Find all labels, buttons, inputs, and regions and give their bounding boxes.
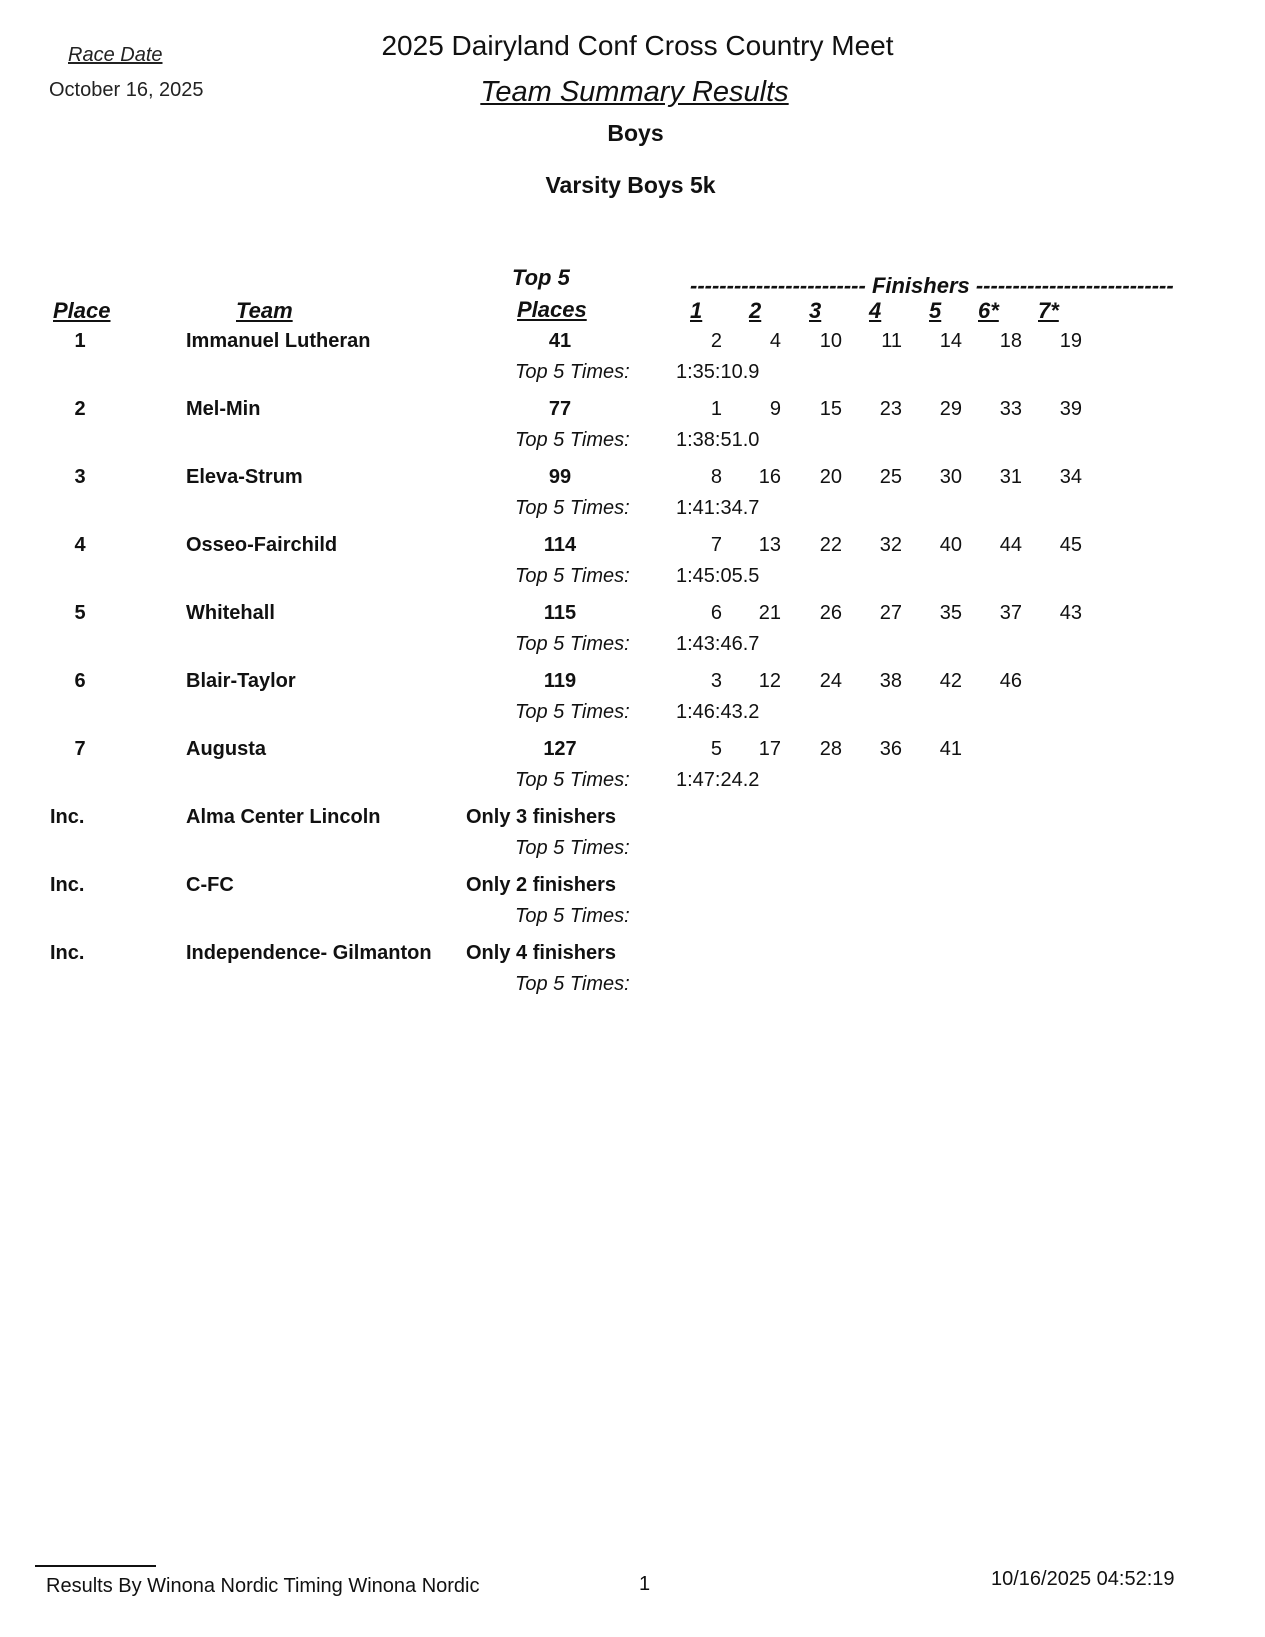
team-score: 99: [548, 466, 572, 488]
incomplete-note: Only 4 finishers: [466, 942, 617, 964]
column-header-top5-line1: Top 5: [512, 265, 570, 290]
footer-timestamp: 10/16/2025 04:52:19: [991, 1568, 1175, 1590]
finisher-place: 7: [710, 534, 722, 556]
team-score: 77: [548, 398, 572, 420]
top5-time: 1:47:24.2: [676, 769, 760, 791]
report-subtitle: [0, 76, 1265, 109]
team-place: 3: [74, 466, 86, 488]
finisher-place: 9: [769, 398, 781, 420]
finisher-place: 25: [879, 466, 902, 488]
team-place: 5: [74, 602, 86, 624]
top5-time: 1:41:34.7: [676, 497, 760, 519]
team-row: [0, 738, 1265, 806]
gender-heading-text: Boys: [607, 120, 664, 146]
team-score: 119: [543, 670, 577, 692]
team-row: [0, 602, 1265, 670]
finisher-col-3: 3: [809, 298, 822, 323]
page-number: 1: [639, 1573, 651, 1595]
finisher-place: 6: [710, 602, 722, 624]
event-heading: [0, 172, 1265, 199]
top5-time: 1:45:05.5: [676, 565, 760, 587]
team-name: Whitehall: [186, 602, 275, 624]
top5-times-label: Top 5 Times:: [515, 497, 630, 519]
team-place: Inc.: [50, 942, 85, 964]
column-header-team: Team: [236, 298, 293, 323]
finisher-place: 11: [881, 330, 902, 352]
finisher-place: 23: [879, 398, 902, 420]
finisher-place: 4: [769, 330, 781, 352]
team-name: Alma Center Lincoln: [186, 806, 381, 828]
finisher-place: 3: [710, 670, 722, 692]
team-score: 114: [543, 534, 577, 556]
finisher-place: 44: [999, 534, 1022, 556]
top5-times-label: Top 5 Times:: [515, 701, 630, 723]
team-row: [0, 466, 1265, 534]
top5-times-label: Top 5 Times:: [515, 905, 630, 927]
top5-times-label: Top 5 Times:: [515, 973, 630, 995]
finisher-place: 36: [879, 738, 902, 760]
team-place: 2: [74, 398, 86, 420]
finisher-place: 2: [710, 330, 722, 352]
finisher-col-5: 5: [929, 298, 942, 323]
team-row: [0, 398, 1265, 466]
page-title-text: 2025 Dairyland Conf Cross Country Meet: [381, 30, 894, 61]
team-place: 7: [74, 738, 86, 760]
incomplete-team-row: [0, 806, 1265, 874]
team-row: [0, 670, 1265, 738]
top5-time: 1:43:46.7: [676, 633, 760, 655]
finisher-col-1: 1: [690, 298, 703, 323]
team-score: 127: [543, 738, 577, 760]
team-name: C-FC: [186, 874, 234, 896]
top5-time: 1:38:51.0: [676, 429, 760, 451]
finisher-place: 24: [819, 670, 842, 692]
finisher-place: 27: [879, 602, 902, 624]
team-place: 4: [74, 534, 86, 556]
top5-times-label: Top 5 Times:: [515, 565, 630, 587]
finisher-place: 19: [1059, 330, 1082, 352]
finishers-banner: ------------------------ Finishers ---------------------------: [690, 273, 1174, 298]
team-score: 41: [548, 330, 572, 352]
race-date-label: Race Date: [68, 44, 163, 66]
top5-times-label: Top 5 Times:: [515, 769, 630, 791]
team-row: [0, 534, 1265, 602]
team-row: [0, 330, 1265, 398]
finisher-place: 42: [939, 670, 962, 692]
team-name: Eleva-Strum: [186, 466, 303, 488]
finisher-place: 29: [939, 398, 962, 420]
finisher-place: 14: [939, 330, 962, 352]
finisher-col-6: 6*: [978, 298, 999, 323]
finisher-place: 38: [879, 670, 902, 692]
finisher-place: 45: [1059, 534, 1082, 556]
top5-times-label: Top 5 Times:: [515, 429, 630, 451]
top5-times-label: Top 5 Times:: [515, 633, 630, 655]
team-score: 115: [543, 602, 577, 624]
team-name: Osseo-Fairchild: [186, 534, 338, 556]
finisher-place: 32: [879, 534, 902, 556]
finisher-place: 8: [710, 466, 722, 488]
event-heading-text: Varsity Boys 5k: [545, 172, 716, 198]
team-place: 1: [74, 330, 86, 352]
finisher-place: 40: [939, 534, 962, 556]
incomplete-note: Only 2 finishers: [466, 874, 617, 896]
footer-credit: Results By Winona Nordic Timing Winona Nordic: [46, 1575, 480, 1597]
finisher-place: 35: [939, 602, 962, 624]
team-place: Inc.: [50, 806, 85, 828]
finisher-col-2: 2: [749, 298, 762, 323]
page-title: [0, 30, 1265, 62]
finisher-place: 21: [758, 602, 781, 624]
top5-times-label: Top 5 Times:: [515, 361, 630, 383]
finisher-place: 37: [999, 602, 1022, 624]
finisher-place: 5: [710, 738, 722, 760]
team-name: Mel-Min: [186, 398, 261, 420]
team-place: Inc.: [50, 874, 85, 896]
finisher-place: 46: [999, 670, 1022, 692]
finisher-place: 15: [819, 398, 842, 420]
finisher-place: 16: [758, 466, 781, 488]
finisher-place: 39: [1059, 398, 1082, 420]
report-subtitle-text: Team Summary Results: [480, 76, 789, 108]
finisher-place: 26: [819, 602, 842, 624]
race-date: October 16, 2025: [49, 79, 204, 101]
incomplete-note: Only 3 finishers: [466, 806, 617, 828]
footer-divider: [35, 1565, 156, 1567]
finisher-place: 30: [939, 466, 962, 488]
finisher-place: 33: [999, 398, 1022, 420]
column-header-top5-places: Places: [517, 297, 587, 322]
team-name: Blair-Taylor: [186, 670, 296, 692]
team-place: 6: [74, 670, 86, 692]
team-name: Independence- Gilmanton: [186, 942, 432, 964]
finisher-place: 17: [758, 738, 781, 760]
finisher-col-7: 7*: [1038, 298, 1059, 323]
finisher-place: 20: [819, 466, 842, 488]
finisher-place: 31: [999, 466, 1022, 488]
finisher-place: 10: [819, 330, 842, 352]
top5-time: 1:35:10.9: [676, 361, 760, 383]
finisher-place: 28: [819, 738, 842, 760]
finisher-place: 18: [999, 330, 1022, 352]
top5-time: 1:46:43.2: [676, 701, 760, 723]
finisher-place: 43: [1059, 602, 1082, 624]
team-name: Augusta: [186, 738, 266, 760]
finisher-col-4: 4: [869, 298, 882, 323]
top5-times-label: Top 5 Times:: [515, 837, 630, 859]
finisher-place: 12: [758, 670, 781, 692]
column-header-place: Place: [53, 298, 111, 323]
gender-heading: [0, 120, 1265, 147]
finisher-place: 34: [1059, 466, 1082, 488]
incomplete-team-row: [0, 942, 1265, 1010]
finisher-place: 1: [710, 398, 722, 420]
team-name: Immanuel Lutheran: [186, 330, 371, 352]
finisher-place: 41: [939, 738, 962, 760]
incomplete-team-row: [0, 874, 1265, 942]
finisher-place: 22: [819, 534, 842, 556]
finisher-place: 13: [758, 534, 781, 556]
